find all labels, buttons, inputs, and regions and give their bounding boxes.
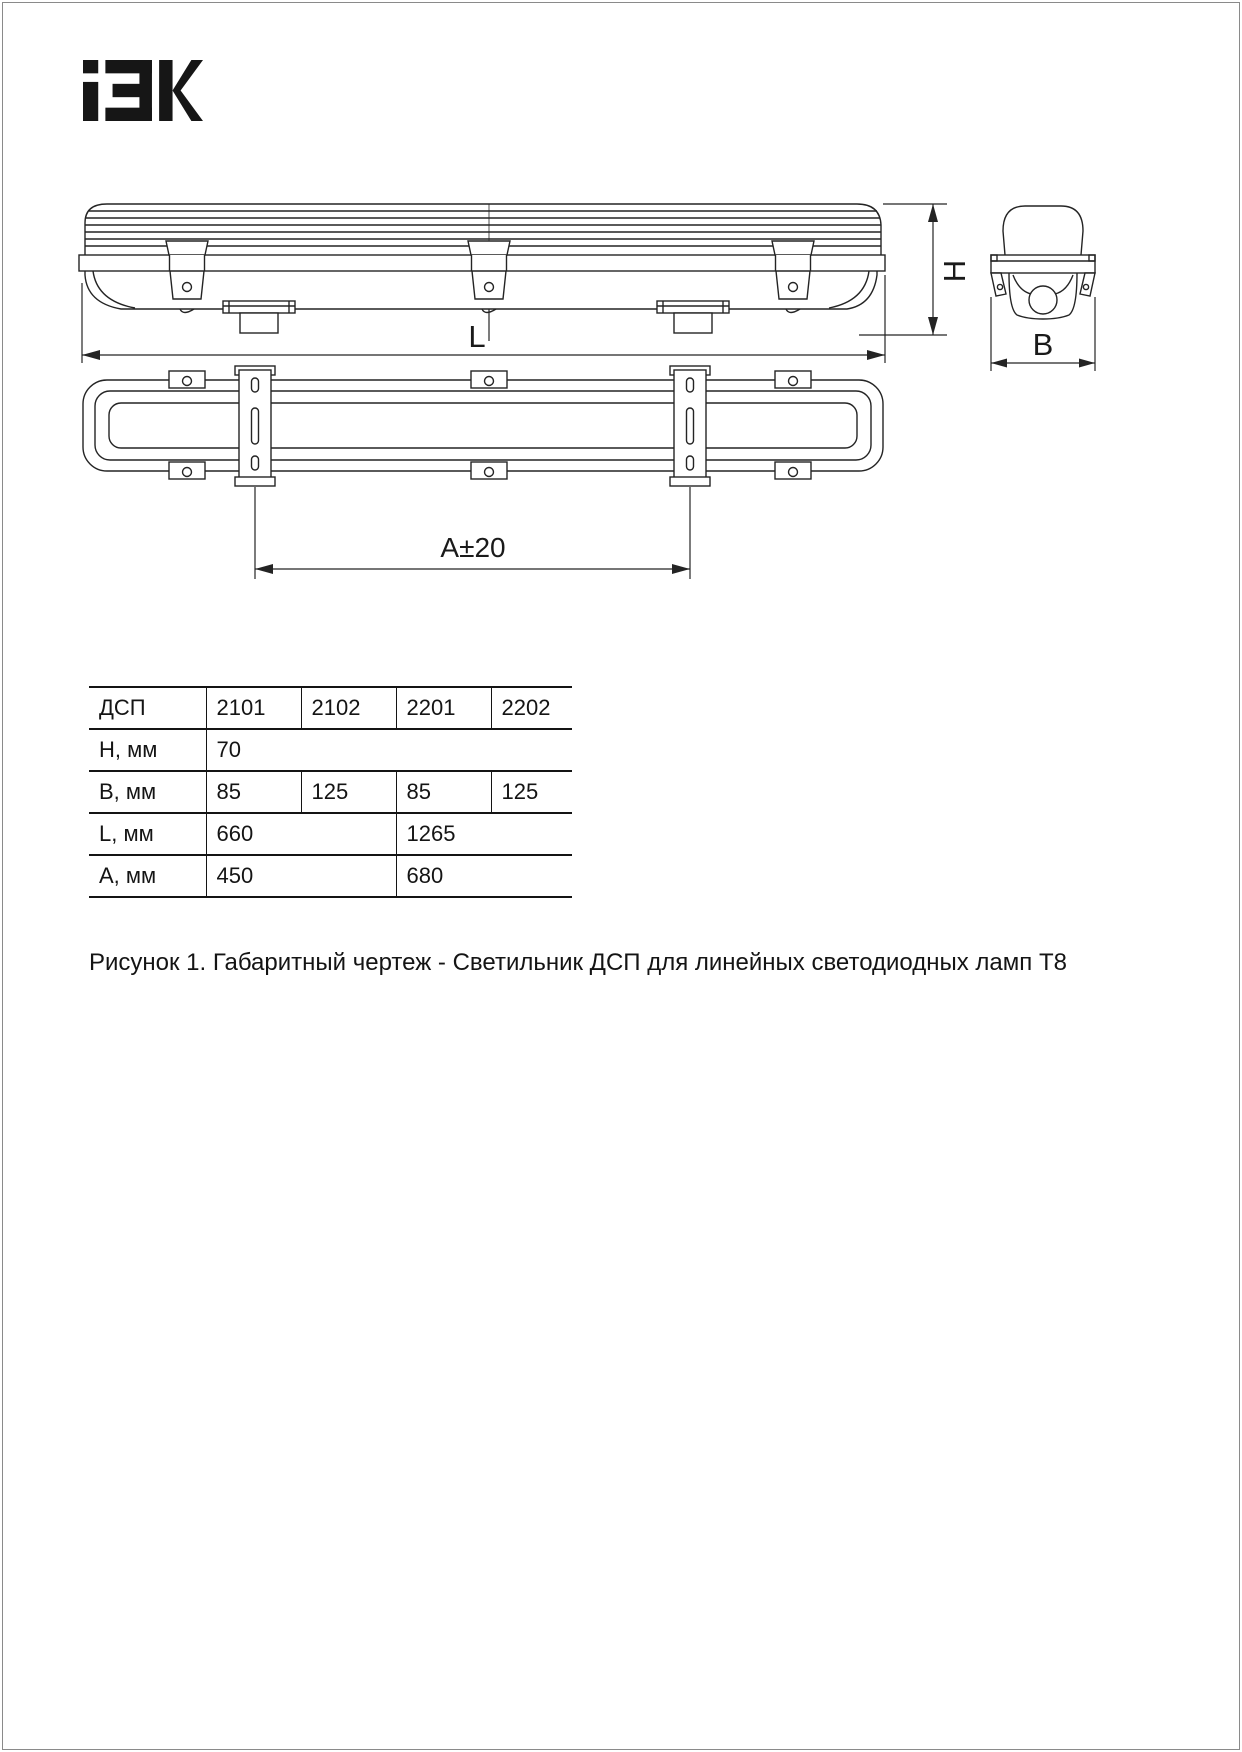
mounting-clip [772,241,814,299]
dimension-B [991,297,1095,371]
table-row-models [89,687,572,729]
mounting-clip [468,241,510,299]
mounting-bracket [223,301,295,333]
end-view [991,206,1095,319]
dimensions-table [89,686,572,898]
row-label: A, мм [89,855,206,897]
dim-label-length: L [468,319,486,354]
table-row-b [89,771,572,813]
value-cell: 85 [206,771,301,813]
value-cell: 70 [206,729,572,771]
bottom-view [83,366,883,486]
value-cell: 660 [206,813,396,855]
dim-label-width: B [1032,327,1054,362]
value-cell: 680 [396,855,572,897]
table-row-a [89,855,572,897]
row-label: B, мм [89,771,206,813]
value-cell: 85 [396,771,491,813]
value-cell: 1265 [396,813,572,855]
value-cell: 125 [301,771,396,813]
model-cell: 2201 [396,687,491,729]
figure-caption: Рисунок 1. Габаритный чертеж - Светильник ДСП для линейных светодиодных ламп Т8 [89,949,1067,976]
model-cell: 2101 [206,687,301,729]
dimension-A [255,487,690,579]
mounting-strap [670,366,710,486]
mounting-bracket [657,301,729,333]
mounting-clip [169,371,205,388]
table-header-cell: ДСП [89,687,206,729]
row-label: H, мм [89,729,206,771]
dim-label-height: H [937,259,972,283]
mounting-clip [471,371,507,388]
technical-drawing [3,3,1242,603]
row-label: L, мм [89,813,206,855]
table-row-l [89,813,572,855]
model-cell: 2102 [301,687,396,729]
mounting-clip [471,462,507,479]
mounting-clip [775,462,811,479]
mounting-strap [235,366,275,486]
model-cell: 2202 [491,687,572,729]
table-row-h [89,729,572,771]
mounting-clip [169,462,205,479]
mounting-clip [166,241,208,299]
value-cell: 125 [491,771,572,813]
mounting-clip [775,371,811,388]
page-frame [2,2,1240,1750]
dimension-H [859,204,972,335]
value-cell: 450 [206,855,396,897]
cable-gland [1029,286,1057,314]
dim-label-mounting: A±20 [440,532,506,563]
